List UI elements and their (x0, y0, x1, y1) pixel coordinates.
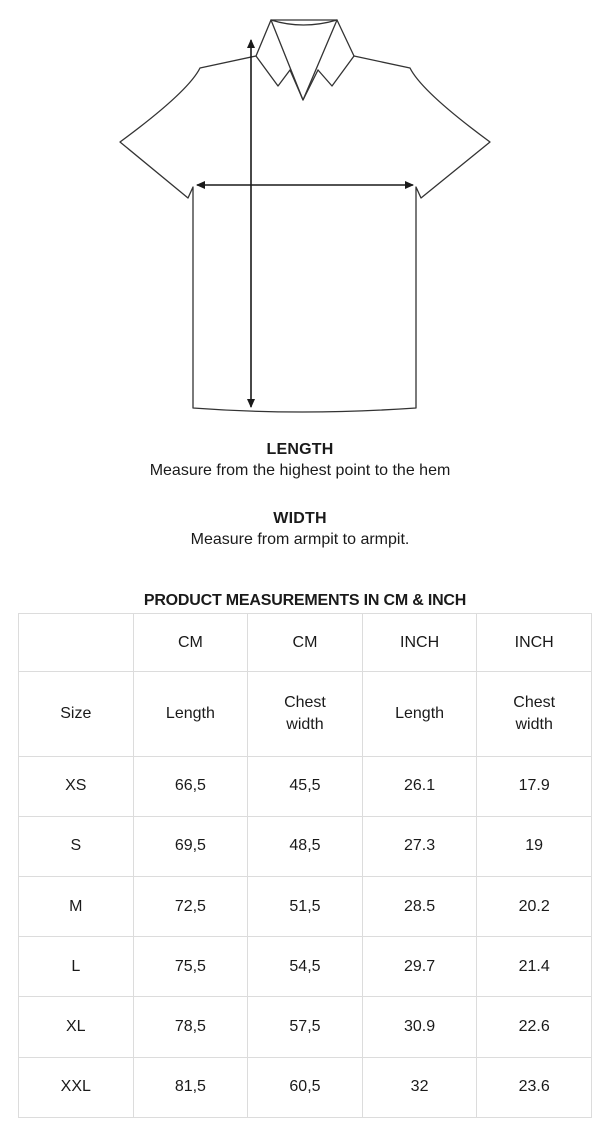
unit-cell: INCH (477, 614, 592, 672)
header-cell (19, 672, 134, 756)
width-title: WIDTH (273, 510, 327, 527)
value-cell: 28.5 (362, 877, 477, 937)
header-line1: Length (165, 704, 215, 722)
header-line1: Chest (513, 693, 556, 711)
value-cell: 30.9 (362, 997, 477, 1057)
header-cell (133, 672, 248, 756)
table-row (19, 877, 592, 937)
value-cell: 45,5 (248, 756, 363, 816)
unit-cell: CM (133, 614, 248, 672)
polo-shirt-outline-icon (0, 0, 600, 425)
value-cell: 19 (477, 816, 592, 876)
length-description: Measure from the highest point to the hem (149, 462, 451, 479)
width-description: Measure from armpit to armpit. (190, 531, 410, 548)
value-cell: 32 (362, 1057, 477, 1117)
header-row (19, 672, 592, 756)
unit-cell (19, 614, 134, 672)
table-row (19, 756, 592, 816)
header-line2: width (286, 715, 324, 733)
header-cell (362, 672, 477, 756)
table-row (19, 1057, 592, 1117)
value-cell: 60,5 (248, 1057, 363, 1117)
value-cell: 21.4 (477, 937, 592, 997)
value-cell: 27.3 (362, 816, 477, 876)
value-cell: 54,5 (248, 937, 363, 997)
unit-cell: CM (248, 614, 363, 672)
header-line1: Chest (284, 693, 326, 711)
width-instructions (0, 509, 600, 550)
value-cell: 26.1 (362, 756, 477, 816)
value-cell: 20.2 (477, 877, 592, 937)
table-row (19, 816, 592, 876)
value-cell: 69,5 (133, 816, 248, 876)
value-cell: 78,5 (133, 997, 248, 1057)
table-row (19, 937, 592, 997)
size-cell: XL (19, 997, 134, 1057)
header-cell (477, 672, 592, 756)
shirt-body-outline (120, 56, 490, 412)
value-cell: 72,5 (133, 877, 248, 937)
value-cell: 57,5 (248, 997, 363, 1057)
header-line1: Length (395, 704, 445, 722)
value-cell: 51,5 (248, 877, 363, 937)
value-cell: 17.9 (477, 756, 592, 816)
value-cell: 75,5 (133, 937, 248, 997)
length-instructions (0, 440, 600, 481)
header-line1: Size (60, 704, 92, 722)
unit-cell: INCH (362, 614, 477, 672)
table-title: PRODUCT MEASUREMENTS IN CM & INCH (143, 592, 467, 609)
size-cell: XXL (19, 1057, 134, 1117)
size-cell: L (19, 937, 134, 997)
header-line2: width (515, 715, 553, 733)
value-cell: 81,5 (133, 1057, 248, 1117)
size-cell: M (19, 877, 134, 937)
size-chart-table (18, 613, 592, 1118)
header-cell (248, 672, 363, 756)
value-cell: 29.7 (362, 937, 477, 997)
unit-row (19, 614, 592, 672)
value-cell: 23.6 (477, 1057, 592, 1117)
value-cell: 48,5 (248, 816, 363, 876)
length-title: LENGTH (266, 441, 334, 458)
value-cell: 66,5 (133, 756, 248, 816)
size-cell: S (19, 816, 134, 876)
size-cell: XS (19, 756, 134, 816)
table-row (19, 997, 592, 1057)
value-cell: 22.6 (477, 997, 592, 1057)
